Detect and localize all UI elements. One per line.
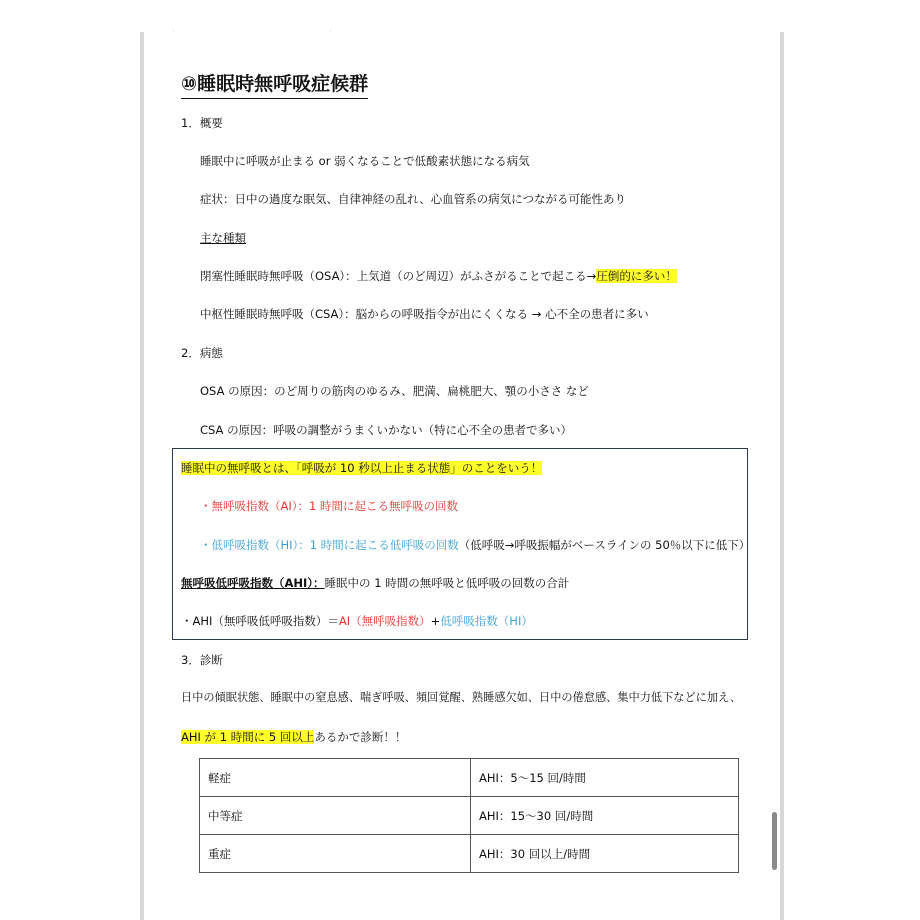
severity-cell: 中等症	[200, 797, 471, 835]
diagnosis-rest: あるかで診断！！	[314, 730, 407, 744]
osa-cause: OSA の原因：のど周りの筋肉のゆるみ、肥満、扁桃肥大、顎の小ささ など	[200, 384, 589, 398]
section1-heading: 1．概要	[181, 116, 223, 130]
criteria-cell: AHI：30 回以上/時間	[471, 835, 739, 873]
formula-prefix: ・AHI（無呼吸低呼吸指数）＝	[181, 614, 339, 628]
diagnosis-highlight: AHI が 1 時間に 5 回以上	[181, 730, 315, 744]
definition-line	[181, 460, 542, 476]
table-row	[200, 797, 739, 835]
page-title: ⑩睡眠時無呼吸症候群	[181, 72, 368, 99]
osa-text: 閉塞性睡眠時無呼吸（OSA）：上気道（のど周辺）がふさがることで起こる→	[200, 269, 597, 283]
formula-ai: AI（無呼吸指数）	[338, 614, 431, 628]
hi-note: （低呼吸→呼吸振幅がベースラインの 50％以下に低下）	[458, 538, 751, 552]
ahi-line	[181, 575, 569, 591]
ai-definition: ・無呼吸指数（AI）：1 時間に起こる無呼吸の回数	[200, 499, 458, 513]
table-row	[200, 759, 739, 797]
csa-cause: CSA の原因：呼吸の調整がうまくいかない（特に心不全の患者で多い）	[200, 423, 573, 437]
severity-cell: 軽症	[200, 759, 471, 797]
ahi-definition: 睡眠中の 1 時間の無呼吸と低呼吸の回数の合計	[324, 576, 570, 590]
criteria-cell: AHI：15〜30 回/時間	[471, 797, 739, 835]
definition-highlight: 睡眠中の無呼吸とは、「呼吸が 10 秒以上止まる状態」のことをいう！	[181, 461, 543, 475]
severity-cell: 重症	[200, 835, 471, 873]
csa-line: 中枢性睡眠時無呼吸（CSA）：脳からの呼吸指令が出にくくなる → 心不全の患者に多い	[200, 307, 649, 321]
severity-table	[199, 758, 739, 873]
osa-highlight: 圧倒的に多い！	[596, 269, 677, 283]
formula-hi: 低呼吸指数（HI）	[440, 614, 533, 628]
hi-definition: ・低呼吸指数（HI）：1 時間に起こる低呼吸の回数	[200, 538, 459, 552]
section3-line1: 日中の傾眠状態、睡眠中の窒息感、喘ぎ呼吸、頻回覚醒、熟睡感欠如、日中の倦怠感、集中力低下などに加え、	[181, 691, 742, 704]
osa-line	[200, 268, 677, 284]
criteria-cell: AHI：5〜15 回/時間	[471, 759, 739, 797]
section3-heading: 3．診断	[181, 653, 223, 667]
types-heading: 主な種類	[200, 231, 246, 245]
formula-plus: +	[430, 614, 441, 628]
section1-line2: 症状：日中の過度な眠気、自律神経の乱れ、心血管系の病気につながる可能性あり	[200, 192, 626, 206]
ahi-label: 無呼吸低呼吸指数（AHI）：	[181, 576, 325, 590]
section3-line2	[181, 729, 406, 745]
ahi-formula	[181, 613, 533, 629]
section2-heading: 2．病態	[181, 346, 223, 360]
hi-line	[200, 537, 750, 553]
section1-line1: 睡眠中に呼吸が止まる or 弱くなることで低酸素状態になる病気	[200, 154, 530, 168]
table-row	[200, 835, 739, 873]
